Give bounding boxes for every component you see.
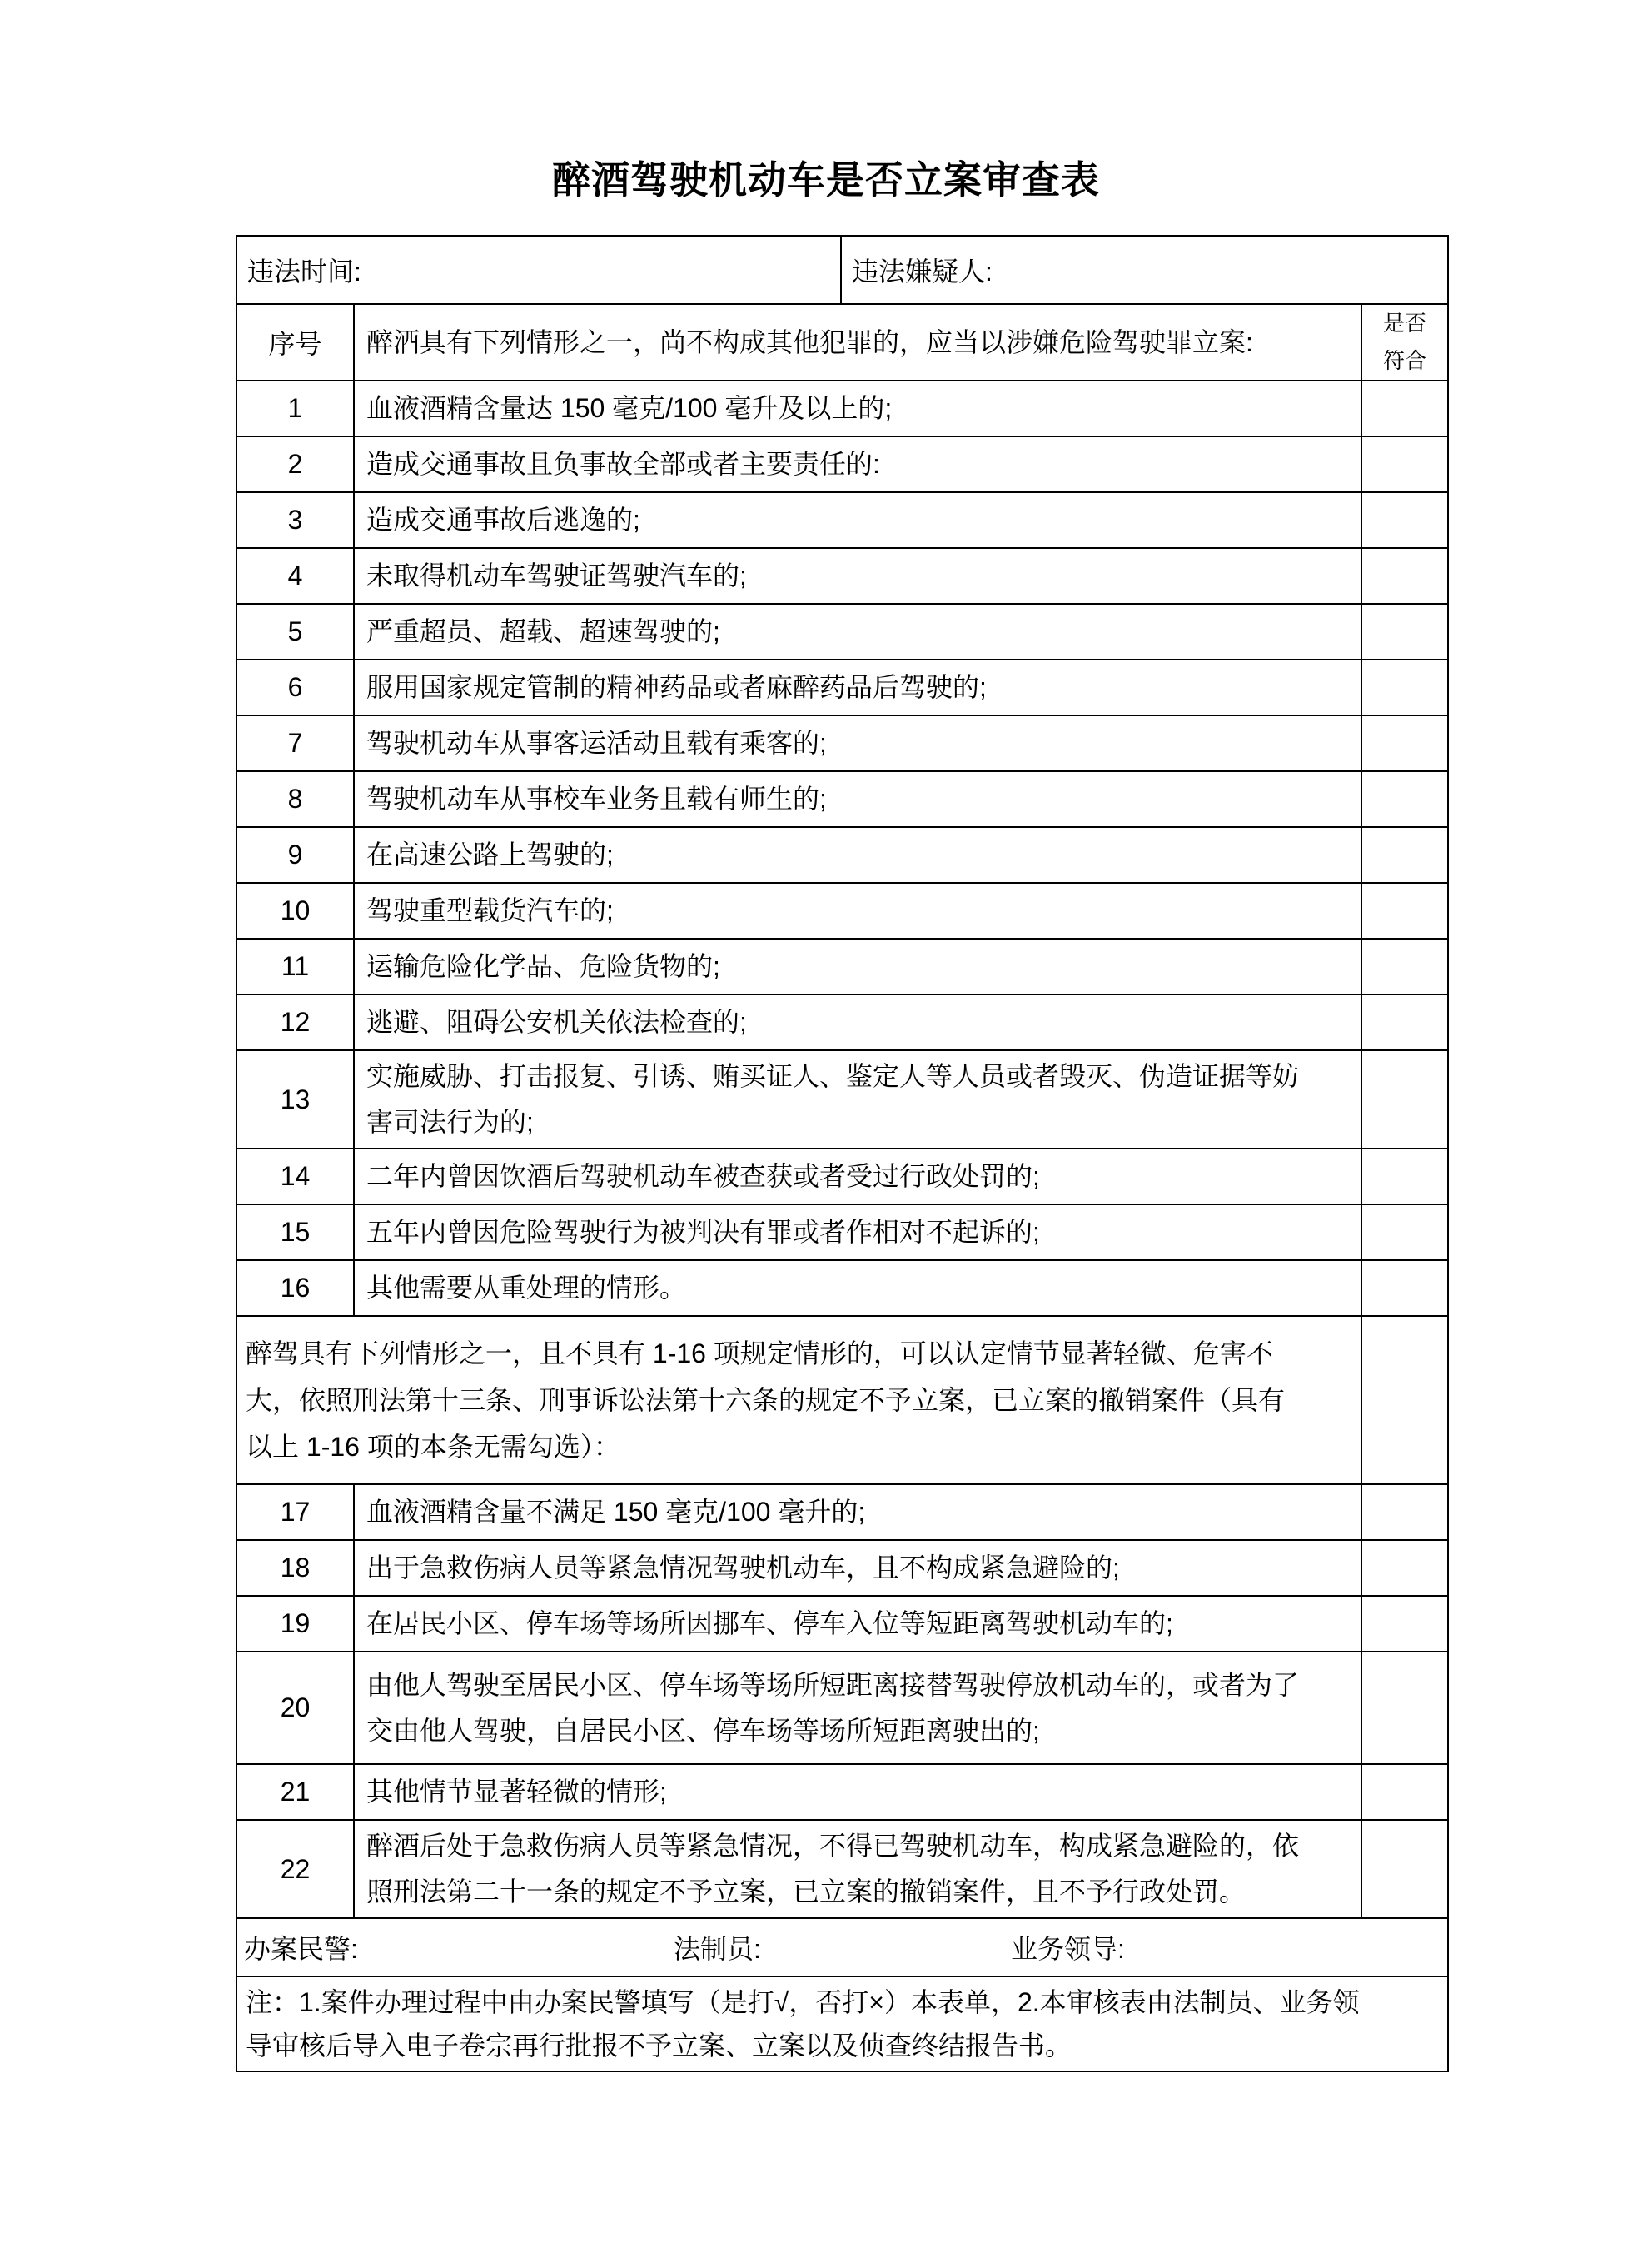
table-row (237, 1819, 1447, 1917)
check-cell (1361, 1205, 1447, 1259)
row-number: 21 (280, 1777, 311, 1807)
check-cell (1361, 1149, 1447, 1204)
row-number: 1 (287, 393, 303, 423)
row-number: 22 (280, 1853, 311, 1884)
row-text: 造成交通事故后逃逸的; (353, 493, 1361, 547)
row-text: 出于急救伤病人员等紧急情况驾驶机动车，且不构成紧急避险的; (353, 1541, 1361, 1595)
table-row (237, 1595, 1447, 1651)
legal-officer-label: 法制员: (674, 1934, 761, 1964)
page-title: 醉酒驾驶机动车是否立案审查表 (552, 158, 1100, 202)
row-number: 3 (287, 505, 303, 535)
row-text: 其他需要从重处理的情形。 (353, 1261, 1361, 1315)
table-row (237, 1204, 1447, 1259)
table-header-row (237, 303, 1447, 380)
row-number: 11 (281, 951, 310, 981)
row-text: 在居民小区、停车场等场所因挪车、停车入位等短距离驾驶机动车的; (353, 1597, 1361, 1651)
row-number: 17 (280, 1497, 311, 1527)
row-text: 二年内曾因饮酒后驾驶机动车被查获或者受过行政处罚的; (353, 1149, 1361, 1204)
check-cell (1361, 437, 1447, 491)
check-cell (1361, 493, 1447, 547)
row-text: 严重超员、超载、超速驾驶的; (353, 605, 1361, 659)
row-text: 运输危险化学品、危险货物的; (353, 940, 1361, 994)
check-cell (1361, 1485, 1447, 1539)
table-row (237, 1651, 1447, 1763)
check-cell (1361, 549, 1447, 603)
row-number: 20 (280, 1692, 311, 1722)
table-row (237, 826, 1447, 882)
signatures-row (237, 1917, 1447, 1976)
row-number: 8 (287, 784, 303, 814)
table-row (237, 436, 1447, 491)
check-cell (1361, 660, 1447, 715)
table-row (237, 1259, 1447, 1315)
row-number: 18 (280, 1553, 311, 1583)
note-row (237, 1976, 1447, 2071)
check-cell (1361, 1765, 1447, 1819)
table-row (237, 1148, 1447, 1204)
check-cell (1361, 772, 1447, 826)
info-row (237, 237, 1447, 303)
check-cell (1361, 1541, 1447, 1595)
table-row (237, 1539, 1447, 1595)
table-row (237, 994, 1447, 1049)
table-row (237, 491, 1447, 547)
row-number: 12 (280, 1007, 311, 1037)
row-number: 10 (280, 895, 311, 925)
seq-header: 序号 (268, 329, 322, 359)
row-text: 其他情节显著轻微的情形; (353, 1765, 1361, 1819)
table-row (237, 1763, 1447, 1819)
row-text: 血液酒精含量达 150 毫克/100 毫升及以上的; (353, 381, 1361, 436)
check-cell (1361, 1317, 1447, 1483)
table-row (237, 882, 1447, 938)
check-cell (1361, 1261, 1447, 1315)
row-number: 5 (287, 616, 303, 646)
violation-time-label: 违法时间: (247, 257, 361, 287)
match-header (1361, 305, 1447, 380)
row-text: 未取得机动车驾驶证驾驶汽车的; (353, 549, 1361, 603)
row-text: 由他人驾驶至居民小区、停车场等场所短距离接替驾驶停放机动车的，或者为了交由他人驾驶，自居民小区、停车场等场所短距离驶出的; (353, 1652, 1361, 1763)
suspect-label: 违法嫌疑人: (840, 237, 1447, 303)
check-cell (1361, 828, 1447, 882)
table-row (237, 938, 1447, 994)
row-text: 血液酒精含量不满足 150 毫克/100 毫升的; (353, 1485, 1361, 1539)
match-header-line1: 是否 (1382, 311, 1426, 336)
check-cell (1361, 605, 1447, 659)
criteria-header: 醉酒具有下列情形之一，尚不构成其他犯罪的，应当以涉嫌危险驾驶罪立案: (353, 305, 1361, 380)
check-cell (1361, 884, 1447, 938)
row-number: 4 (287, 561, 303, 591)
check-cell (1361, 1597, 1447, 1651)
row-number: 7 (287, 728, 303, 758)
check-cell (1361, 940, 1447, 994)
check-cell (1361, 995, 1447, 1049)
business-leader-label: 业务领导: (1011, 1934, 1125, 1964)
review-table (236, 235, 1449, 2072)
row-text: 服用国家规定管制的精神药品或者麻醉药品后驾驶的; (353, 660, 1361, 715)
table-row (237, 770, 1447, 826)
note-text: 注：1.案件办理过程中由办案民警填写（是打√，否打×）本表单，2.本审核表由法制员、业务领导审核后导入电子卷宗再行批报不予立案、立案以及侦查终结报告书。 (246, 1987, 1360, 2061)
table-row (237, 547, 1447, 603)
table-row (237, 715, 1447, 770)
check-cell (1361, 381, 1447, 436)
row-text: 驾驶机动车从事客运活动且载有乘客的; (353, 716, 1361, 770)
check-cell (1361, 716, 1447, 770)
table-row (237, 1049, 1447, 1148)
row-number: 19 (280, 1608, 311, 1638)
row-number: 9 (287, 840, 303, 870)
row-number: 6 (287, 672, 303, 702)
row-text: 实施威胁、打击报复、引诱、贿买证人、鉴定人等人员或者毁灭、伪造证据等妨害司法行为的; (353, 1051, 1361, 1148)
table-row (237, 1483, 1447, 1539)
signatures-cell (237, 1919, 1447, 1976)
row-text: 驾驶机动车从事校车业务且载有师生的; (353, 772, 1361, 826)
row-number: 2 (287, 449, 303, 479)
row-text: 造成交通事故且负事故全部或者主要责任的: (353, 437, 1361, 491)
table-row (237, 380, 1447, 436)
row-text: 逃避、阻碍公安机关依法检查的; (353, 995, 1361, 1049)
case-officer-label: 办案民警: (244, 1934, 358, 1964)
check-cell (1361, 1652, 1447, 1763)
row-number: 16 (280, 1273, 311, 1303)
table-row (237, 603, 1447, 659)
row-number: 13 (280, 1084, 311, 1114)
row-text: 五年内曾因危险驾驶行为被判决有罪或者作相对不起诉的; (353, 1205, 1361, 1259)
check-cell (1361, 1051, 1447, 1148)
row-number: 14 (280, 1161, 311, 1191)
row-text: 醉酒后处于急救伤病人员等紧急情况，不得已驾驶机动车，构成紧急避险的，依照刑法第二十一条的规定不予立案，已立案的撤销案件，且不予行政处罚。 (353, 1821, 1361, 1917)
mid-paragraph-row (237, 1315, 1447, 1483)
row-text: 在高速公路上驾驶的; (353, 828, 1361, 882)
check-cell (1361, 1821, 1447, 1917)
table-row (237, 659, 1447, 715)
mid-paragraph-text: 醉驾具有下列情形之一，且不具有 1-16 项规定情形的，可以认定情节显著轻微、危害不大，依照刑法第十三条、刑事诉讼法第十六条的规定不予立案，已立案的撤销案件（具有以上 1-16 项的本条无需勾选）： (246, 1338, 1286, 1462)
row-text: 驾驶重型载货汽车的; (353, 884, 1361, 938)
match-header-line2: 符合 (1382, 348, 1426, 373)
row-number: 15 (280, 1217, 311, 1247)
